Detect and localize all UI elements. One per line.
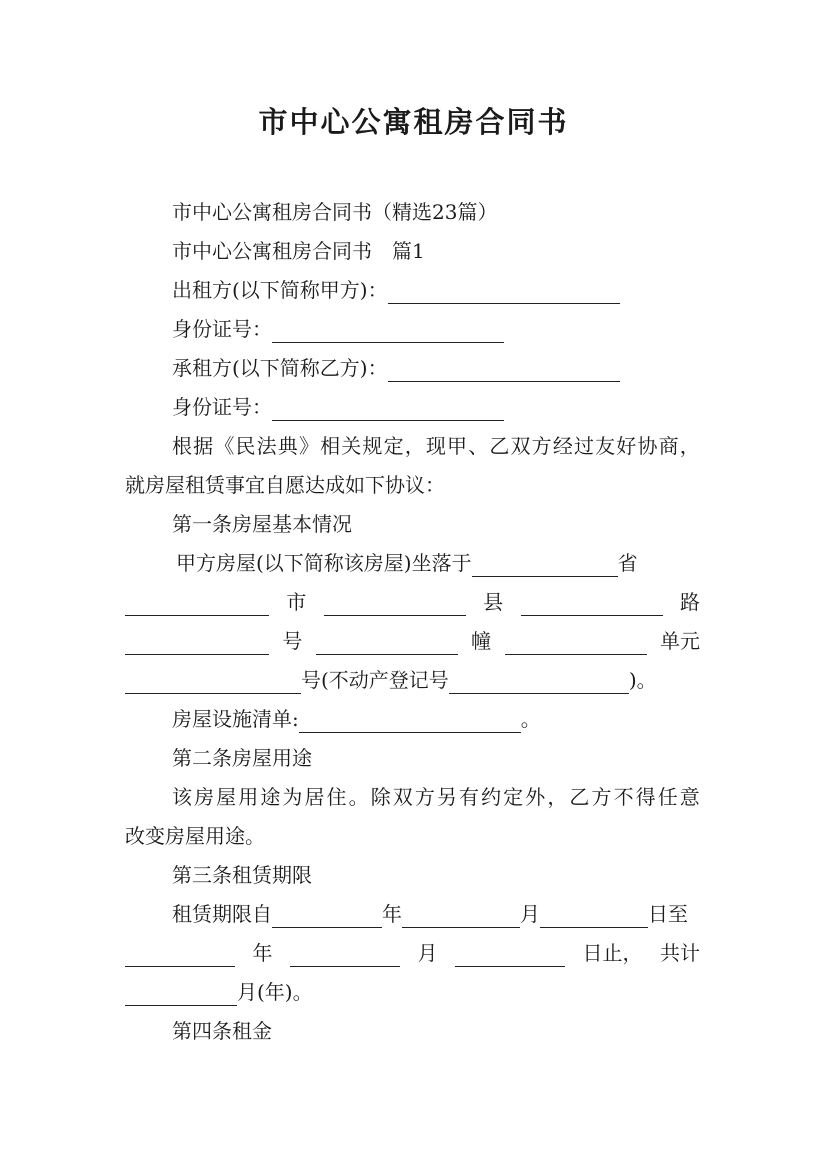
- registration-label: 号(不动产登记号: [301, 668, 449, 692]
- registration-blank: [449, 671, 629, 694]
- end-month-suffix: 月: [417, 941, 438, 965]
- registration-end: )。: [628, 668, 657, 692]
- start-day-blank: [540, 905, 648, 928]
- id-label: 身份证号：: [172, 317, 272, 341]
- end-year-blank: [125, 944, 235, 967]
- end-month-blank: [290, 944, 400, 967]
- lessee-blank: [388, 359, 620, 382]
- lessor-line: [172, 276, 620, 304]
- total-months-blank: [125, 983, 237, 1006]
- building-suffix: 幢: [471, 629, 492, 653]
- lessee-label: 承租方(以下简称乙方)：: [172, 356, 388, 380]
- end-year-suffix: 年: [252, 941, 273, 965]
- preamble-line-2: 就房屋租赁事宜自愿达成如下协议：: [125, 473, 445, 497]
- lessor-label: 出租方(以下简称甲方)：: [172, 278, 388, 302]
- county-suffix: 县: [483, 590, 504, 614]
- facilities-label: 房屋设施清单:: [172, 707, 299, 731]
- article1-location-line: [176, 549, 638, 577]
- end-day-suffix: 日止，: [582, 941, 643, 965]
- start-day-suffix: 日至: [648, 902, 688, 926]
- section-heading: 市中心公寓租房合同书 篇1: [172, 239, 425, 263]
- city-blank: [125, 593, 269, 616]
- city-suffix: 市: [286, 590, 307, 614]
- article1-address-line-2: [125, 588, 700, 616]
- road-suffix: 路: [679, 590, 700, 614]
- facilities-blank: [299, 710, 521, 733]
- article1-text: 甲方房屋(以下简称该房屋)坐落于: [176, 551, 472, 575]
- article1-address-line-3: [125, 627, 700, 655]
- road-blank: [521, 593, 663, 616]
- lessor-id-line: [172, 315, 504, 343]
- id-label: 身份证号：: [172, 395, 272, 419]
- total-months-suffix: 月(年)。: [237, 980, 313, 1004]
- unit-suffix: 单元: [659, 629, 700, 653]
- start-month-suffix: 月: [520, 902, 540, 926]
- lessee-id-line: [172, 393, 504, 421]
- article2-heading: 第二条房屋用途: [172, 746, 312, 770]
- lessor-id-blank: [272, 320, 504, 343]
- facilities-end: 。: [520, 707, 541, 731]
- lessee-id-blank: [272, 398, 504, 421]
- number-suffix: 号: [282, 629, 303, 653]
- article2-text-line-1: 该 房 屋 用 途 为 居 住 。 除 双 方 另 有 约 定 外 ， 乙 方 不 得 任 意: [172, 785, 700, 809]
- article2-text-line-2: 改变房屋用途。: [125, 824, 265, 848]
- lessee-line: [172, 354, 620, 382]
- room-blank: [125, 671, 301, 694]
- end-day-blank: [455, 944, 565, 967]
- preamble-line-1: 根 据 《 民 法 典 》 相 关 规 定 ， 现 甲 、 乙 双 方 经 过 友 好 协 商 ，: [172, 434, 700, 458]
- building-blank: [316, 632, 458, 655]
- article3-period-line-2: [125, 939, 700, 967]
- lessor-blank: [388, 281, 620, 304]
- article3-period-line: [172, 900, 688, 928]
- document-title: 市中心公寓租房合同书: [258, 105, 569, 139]
- unit-blank: [505, 632, 647, 655]
- subtitle: 市中心公寓租房合同书（精选23篇）: [172, 200, 498, 224]
- article4-heading: 第四条租金: [172, 1019, 272, 1043]
- facilities-line: [172, 705, 541, 733]
- start-month-blank: [402, 905, 520, 928]
- province-blank: [472, 554, 618, 577]
- total-label: 共计: [660, 941, 700, 965]
- start-year-suffix: 年: [382, 902, 402, 926]
- article3-heading: 第三条租赁期限: [172, 863, 312, 887]
- article1-registration-line: [125, 666, 657, 694]
- article1-heading: 第一条房屋基本情况: [172, 512, 352, 536]
- article3-total-line: [125, 978, 313, 1006]
- province-suffix: 省: [617, 551, 638, 575]
- number-blank: [125, 632, 269, 655]
- start-year-blank: [272, 905, 382, 928]
- period-label: 租赁期限自: [172, 902, 272, 926]
- county-blank: [324, 593, 466, 616]
